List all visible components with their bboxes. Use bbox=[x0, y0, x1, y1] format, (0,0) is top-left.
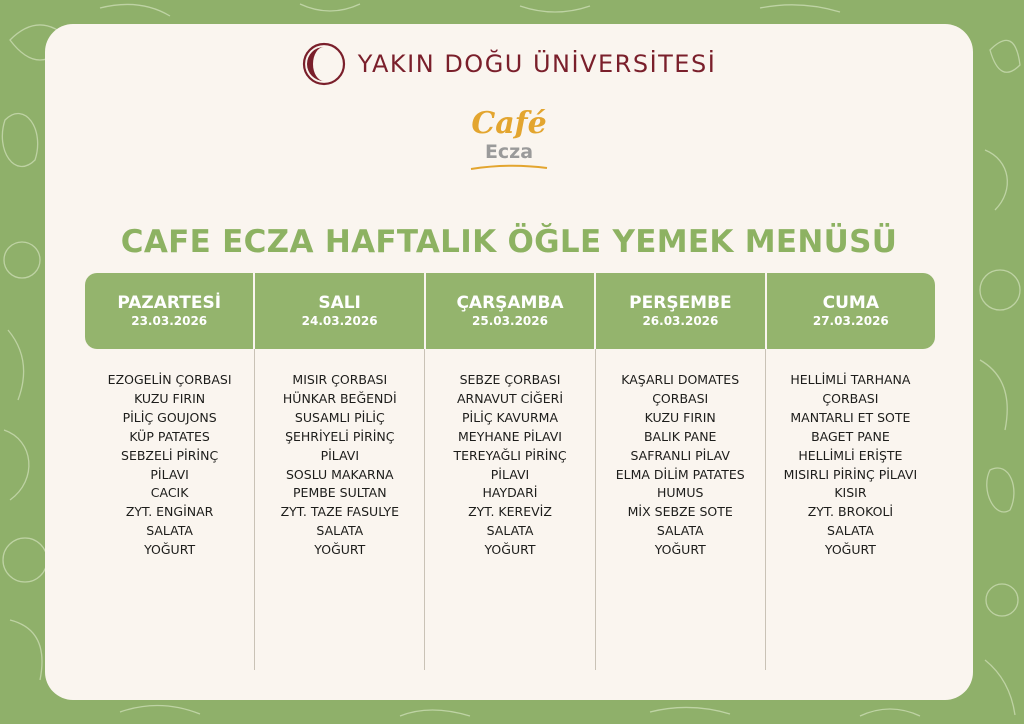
menu-column-tuesday bbox=[254, 349, 424, 670]
day-header-thursday bbox=[594, 273, 764, 349]
menu-item: PİLAVI bbox=[320, 447, 360, 463]
menu-item: ZYT. ENGİNAR bbox=[125, 504, 214, 520]
menu-item: ZYT. KEREVİZ bbox=[468, 504, 552, 520]
menu-item: CACIK bbox=[150, 485, 189, 501]
menu-item: ZYT. TAZE FASULYE bbox=[280, 504, 400, 520]
menu-item: PİLAVI bbox=[490, 466, 530, 482]
logo-swoosh-icon bbox=[469, 163, 549, 171]
menu-item: HÜNKAR BEĞENDİ bbox=[282, 390, 397, 406]
menu-item: MANTARLI ET SOTE bbox=[790, 409, 911, 425]
day-date: 23.03.2026 bbox=[131, 314, 208, 328]
menu-item: HUMUS bbox=[657, 485, 704, 501]
university-crescent-logo-icon bbox=[302, 42, 346, 86]
day-name: CUMA bbox=[822, 293, 879, 313]
page-title: CAFE ECZA HAFTALIK ÖĞLE YEMEK MENÜSÜ bbox=[120, 224, 898, 260]
day-name: PAZARTESİ bbox=[117, 293, 222, 313]
menu-item: EZOGELİN ÇORBASI bbox=[107, 372, 232, 387]
day-header-wednesday bbox=[424, 273, 594, 349]
menu-item: ÇORBASI bbox=[822, 390, 879, 406]
cafe-logo-word: Café bbox=[471, 106, 547, 141]
menu-item: YOĞURT bbox=[654, 542, 706, 558]
menu-item: ÇORBASI bbox=[652, 390, 709, 406]
day-date: 26.03.2026 bbox=[642, 314, 719, 328]
day-header-friday bbox=[765, 273, 935, 349]
menu-column-thursday bbox=[595, 349, 765, 670]
menu-item: SALATA bbox=[656, 523, 704, 539]
menu-item: SUSAMLI PİLİÇ bbox=[294, 409, 385, 425]
menu-item: KÜP PATATES bbox=[129, 428, 210, 444]
menu-item: YOĞURT bbox=[484, 542, 536, 558]
menu-item: SEBZELİ PİRİNÇ bbox=[121, 447, 219, 463]
menu-card bbox=[45, 24, 973, 700]
menu-item: PİLİÇ KAVURMA bbox=[461, 409, 559, 425]
menu-item: HELLİMLİ ERİŞTE bbox=[798, 447, 903, 463]
menu-item: SALATA bbox=[827, 523, 874, 539]
menu-item: HAYDARİ bbox=[482, 485, 538, 501]
menu-item: YOĞURT bbox=[314, 542, 366, 558]
menu-item: KUZU FIRIN bbox=[644, 409, 716, 425]
menu-columns bbox=[85, 349, 935, 670]
menu-item: SALATA bbox=[316, 523, 364, 539]
menu-item: KAŞARLI DOMATES bbox=[621, 372, 740, 387]
day-name: SALI bbox=[318, 293, 361, 313]
university-header bbox=[45, 42, 973, 86]
day-date: 25.03.2026 bbox=[472, 314, 548, 328]
menu-item: ZYT. BROKOLİ bbox=[807, 504, 894, 520]
menu-column-friday bbox=[765, 349, 935, 670]
menu-item: PİLİÇ GOUJONS bbox=[122, 409, 217, 425]
menu-item: MISIRLI PİRİNÇ PİLAVI bbox=[783, 466, 918, 482]
menu-column-monday bbox=[85, 349, 254, 670]
menu-item: MİX SEBZE SOTE bbox=[627, 504, 733, 520]
menu-item: YOĞURT bbox=[824, 542, 876, 558]
menu-item: ŞEHRİYELİ PİRİNÇ bbox=[285, 428, 395, 444]
menu-item: HELLİMLİ TARHANA bbox=[790, 372, 911, 387]
menu-item: ARNAVUT CİĞERİ bbox=[456, 390, 564, 406]
day-name: ÇARŞAMBA bbox=[456, 293, 564, 313]
ecza-logo-word: Ecza bbox=[484, 141, 534, 163]
menu-item: MEYHANE PİLAVI bbox=[458, 428, 562, 444]
menu-item: KISIR bbox=[834, 485, 867, 501]
menu-item: BAGET PANE bbox=[811, 428, 890, 444]
menu-item: SALATA bbox=[486, 523, 534, 539]
menu-item: SEBZE ÇORBASI bbox=[459, 372, 561, 387]
day-name: PERŞEMBE bbox=[629, 293, 732, 313]
menu-item: ELMA DİLİM PATATES bbox=[615, 466, 745, 482]
university-name: YAKIN DOĞU ÜNİVERSİTESİ bbox=[357, 50, 717, 78]
menu-item: PEMBE SULTAN bbox=[293, 485, 387, 501]
menu-item: PİLAVI bbox=[150, 466, 189, 482]
menu-item: SOSLU MAKARNA bbox=[285, 466, 394, 482]
menu-column-wednesday bbox=[424, 349, 594, 670]
menu-item: KUZU FIRIN bbox=[134, 390, 206, 406]
menu-item: YOĞURT bbox=[144, 542, 196, 558]
menu-item: TEREYAĞLI PİRİNÇ bbox=[453, 447, 567, 463]
menu-item: SALATA bbox=[146, 523, 193, 539]
day-header-monday bbox=[85, 273, 253, 349]
menu-item: BALIK PANE bbox=[643, 428, 717, 444]
day-date: 27.03.2026 bbox=[812, 314, 889, 328]
menu-item: SAFRANLI PİLAV bbox=[630, 447, 730, 463]
menu-item: MISIR ÇORBASI bbox=[292, 372, 388, 387]
cafe-ecza-logo bbox=[45, 108, 973, 171]
day-header-tuesday bbox=[253, 273, 423, 349]
day-date: 24.03.2026 bbox=[301, 314, 378, 328]
days-header-bar bbox=[85, 273, 935, 349]
